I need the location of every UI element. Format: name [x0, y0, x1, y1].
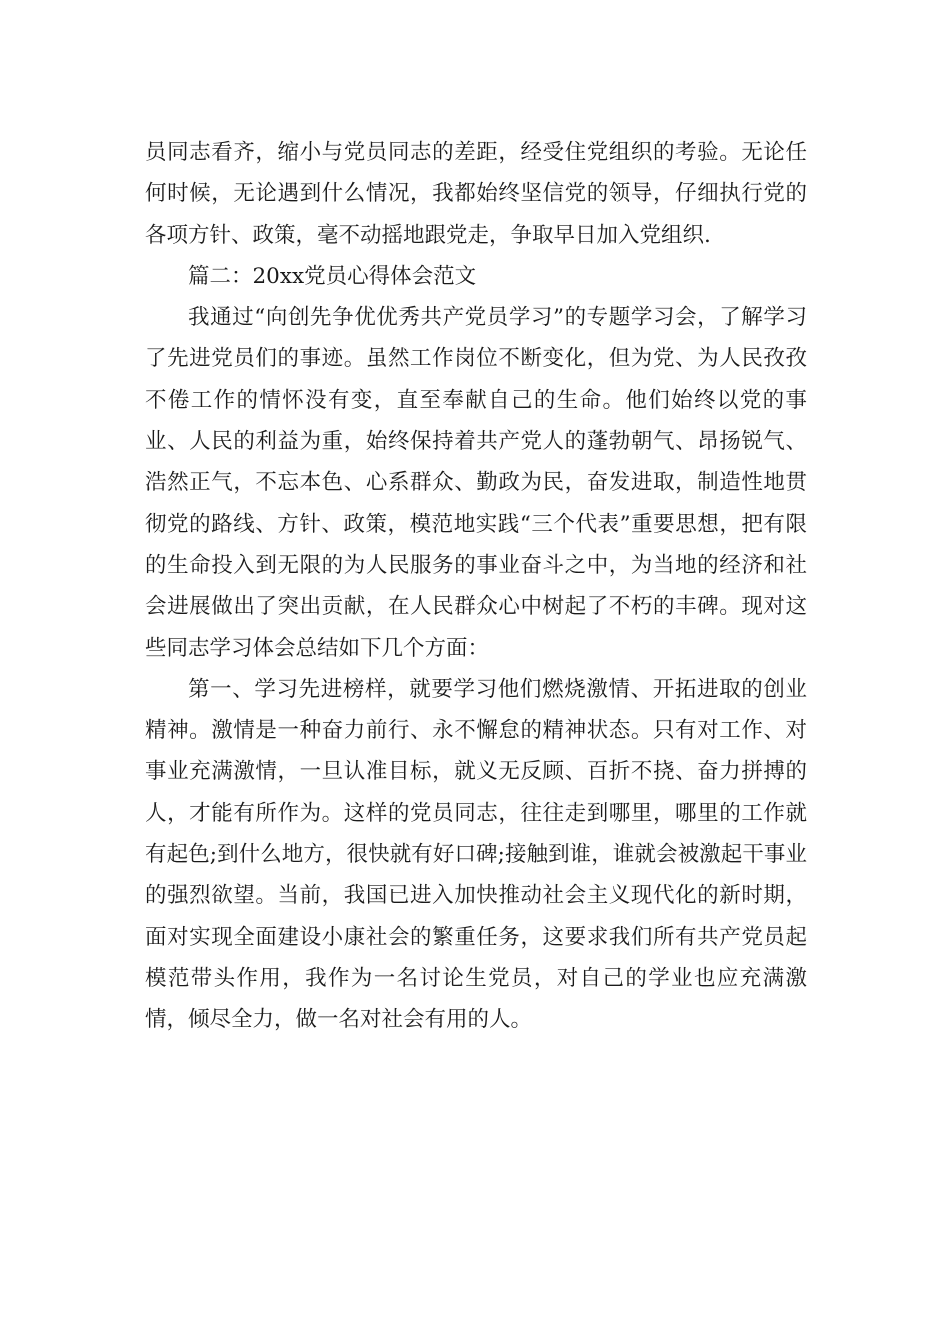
paragraph-intro: 我通过“向创先争优优秀共产党员学习”的专题学习会，了解学习了先进党员们的事迹。虽然工作岗位不断变化，但为党、为人民孜孜不倦工作的情怀没有变，直至奉献自己的生命。他们始终以党的事业、人民的利益为重，始终保持着共产党人的蓬勃朝气、昂扬锐气、浩然正气，不忘本色、心系群众、勤政为民，奋发进取，制造性地贯彻党的路线、方针、政策，模范地实践“三个代表”重要思想，把有限的生命投入到无限的为人民服务的事业奋斗之中，为当地的经济和社会进展做出了突出贡献，在人民群众心中树起了不朽的丰碑。现对这些同志学习体会总结如下几个方面： [145, 305, 807, 661]
section-heading: 篇二：20xx党员心得体会范文 [188, 263, 477, 289]
paragraph-first-point: 第一、学习先进榜样，就要学习他们燃烧激情、开拓进取的创业精神。激情是一种奋力前行、永不懈怠的精神状态。只有对工作、对事业充满激情，一旦认准目标，就义无反顾、百折不挠、奋力拼搏的人，才能有所作为。这样的党员同志，往往走到哪里，哪里的工作就有起色;到什么地方，很快就有好口碑;接触到谁，谁就会被激起干事业的强烈欲望。当前，我国已进入加快推动社会主义现代化的新时期，面对实现全面建设小康社会的繁重任务，这要求我们所有共产党员起模范带头作用，我作为一名讨论生党员，对自己的学业也应充满激情，倾尽全力，做一名对社会有用的人。 [145, 676, 807, 1033]
document-page [145, 132, 807, 1041]
paragraph-continuation: 员同志看齐，缩小与党员同志的差距，经受住党组织的考验。无论任何时候，无论遇到什么情况，我都始终坚信党的领导，仔细执行党的各项方针、政策，毫不动摇地跟党走，争取早日加入党组织. [145, 140, 807, 248]
